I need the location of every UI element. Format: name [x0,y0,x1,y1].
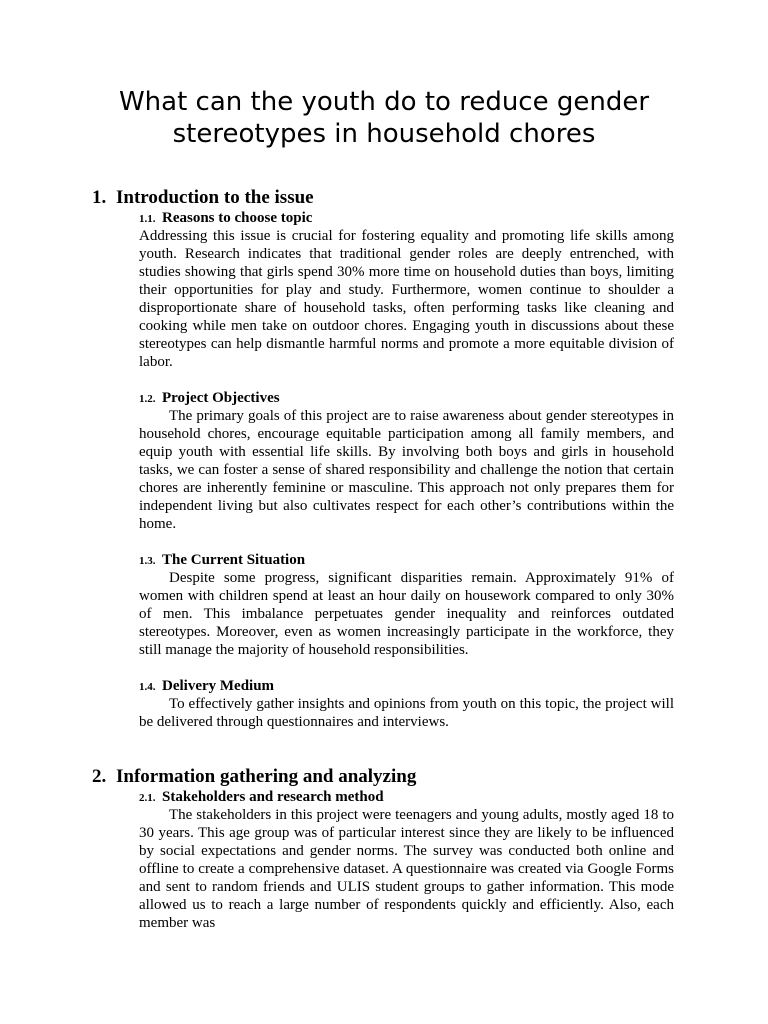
subsection-title: Reasons to choose topic [162,210,313,226]
document-title: What can the youth do to reduce gender stereotypes in household chores [118,87,650,149]
paragraph: The stakeholders in this project were teenagers and young adults, mostly aged 18 to 30 years. This age group was of particular interest since they are likely to be influenced by social expectations and gender norms. The survey was conducted both online and offline to create a comprehensive dataset. A questionnaire was created via Google Forms and sent to random friends and ULIS student groups to gather information. This mode allowed us to reach a large number of respondents quickly and efficiently. Also, each member was [139,807,674,931]
subsection-number: 1.2. [139,393,156,405]
subsection-number: 1.3. [139,555,156,567]
subsection-title: Stakeholders and research method [162,789,384,805]
paragraph: The primary goals of this project are to raise awareness about gender stereotypes in household chores, encourage equitable participation among all family members, and equip youth with essential life skills. By involving both boys and girls in household tasks, we can foster a sense of shared responsibility and challenge the notion that certain chores are inherently feminine or masculine. This approach not only prepares them for independent living but also cultivates respect for each other’s contributions within the home. [139,408,674,532]
section-title: Information gathering and analyzing [116,766,417,787]
section-title: Introduction to the issue [116,187,314,208]
subsection-heading [139,389,280,408]
subsection-heading [139,551,305,570]
section-number: 1. [92,187,107,208]
subsection-title: Project Objectives [162,390,280,406]
subsection-heading [139,209,312,228]
subsection-heading [139,788,384,807]
subsection-number: 2.1. [139,792,156,804]
subsection-number: 1.4. [139,681,156,693]
subsection-title: The Current Situation [162,552,306,568]
subsection-heading [139,677,274,696]
subsection-number: 1.1. [139,213,156,225]
subsection-title: Delivery Medium [162,678,275,694]
paragraph: To effectively gather insights and opinions from youth on this topic, the project will be delivered through questionnaires and interviews. [139,696,674,730]
section-number: 2. [92,766,107,787]
section-heading [92,766,416,788]
paragraph: Addressing this issue is crucial for fostering equality and promoting life skills among youth. Research indicates that traditional gender roles are deeply entrenched, with studies showing that girls spend 30% more time on household duties than boys, limiting their opportunities for play and study. Furthermore, women continue to shoulder a disproportionate share of household tasks, often performing tasks like cleaning and cooking while men take on outdoor chores. Engaging youth in discussions about these stereotypes can help dismantle harmful norms and promote a more equitable division of labor. [139,228,674,370]
section-heading [92,187,314,209]
paragraph: Despite some progress, significant disparities remain. Approximately 91% of women with children spend at least an hour daily on housework compared to only 30% of men. This imbalance perpetuates gender inequality and reinforces outdated stereotypes. Moreover, even as women increasingly participate in the workforce, they still manage the majority of household responsibilities. [139,570,674,658]
